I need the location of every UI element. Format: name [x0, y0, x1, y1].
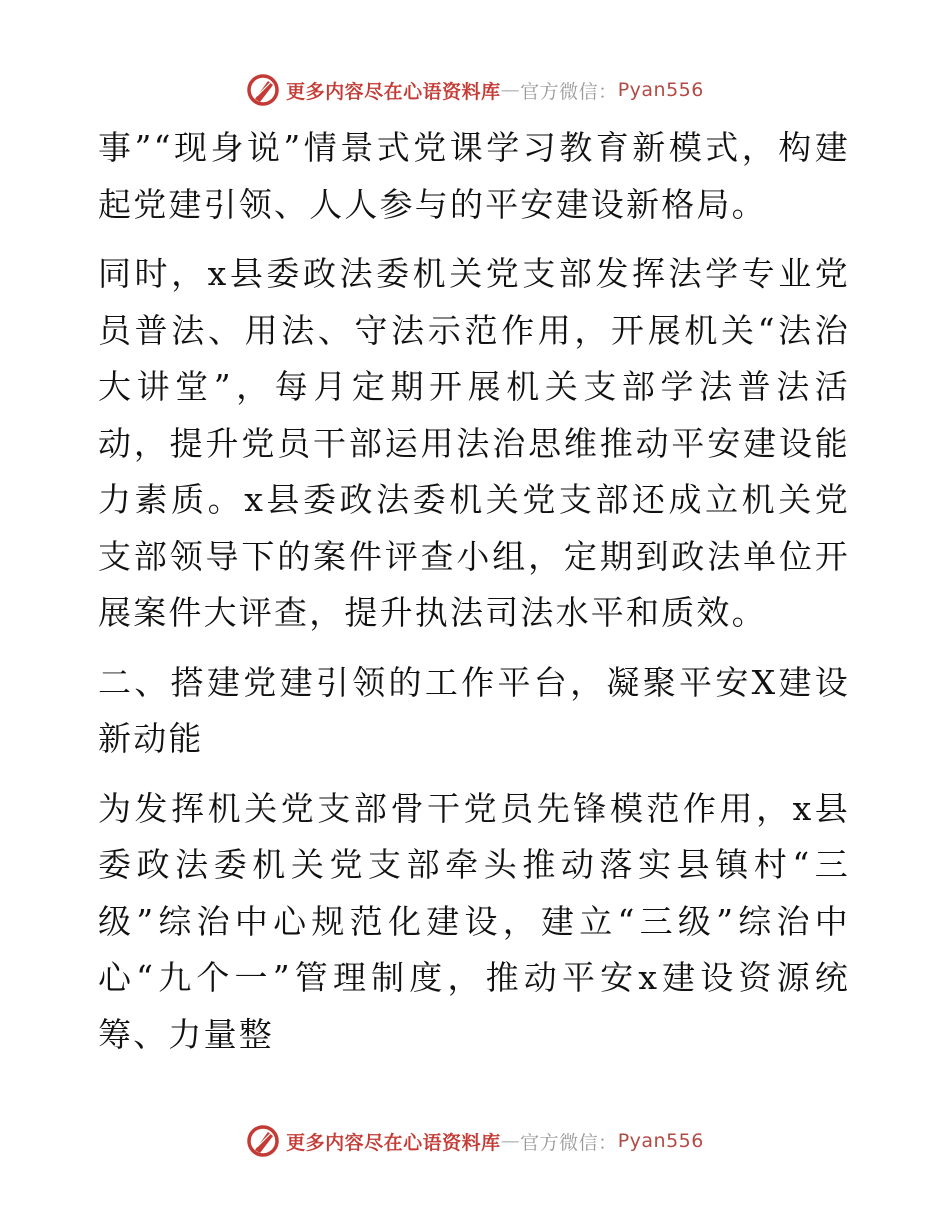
paragraph-rule-of-law: 同时，x县委政法委机关党支部发挥法学专业党员普法、用法、守法示范作用，开展机关“法治大讲堂”，每月定期开展机关支部学法普法活动，提升党员干部运用法治思维推动平安建设能力素质。x县委政法委机关党支部还成立机关党支部领导下的案件评查小组，定期到政法单位开展案件大评查，提升执法司法水平和质效。 [98, 254, 850, 632]
section-heading: 二、搭建党建引领的工作平台，凝聚平安X建设新动能 [98, 662, 850, 758]
banner-wechat-id: Pyan556 [617, 1130, 704, 1152]
banner-separator: — [500, 79, 521, 101]
header-banner [0, 70, 950, 110]
banner-brand-text: 更多内容尽在心语资料库 [286, 1131, 501, 1154]
paragraph-continuation: 事”“现身说”情景式党课学习教育新模式，构建起党建引领、人人参与的平安建设新格局。 [98, 128, 850, 224]
quill-pen-logo-icon [246, 1124, 280, 1158]
quill-pen-logo-icon [246, 73, 280, 107]
paragraph-platform: 为发挥机关党支部骨干党员先锋模范作用，x县委政法委机关党支部牵头推动落实县镇村“三级”综治中心规范化建设，建立“三级”综治中心“九个一”管理制度，推动平安x建设资源统筹、力量整 [98, 788, 850, 1054]
banner-separator: — [500, 1130, 521, 1152]
footer-banner [0, 1121, 950, 1161]
banner-wechat-label: 官方微信： [520, 1131, 618, 1154]
banner-wechat-id: Pyan556 [617, 79, 704, 101]
banner-wechat-label: 官方微信： [520, 80, 618, 103]
banner-brand-text: 更多内容尽在心语资料库 [286, 80, 501, 103]
document-body [98, 120, 850, 1063]
